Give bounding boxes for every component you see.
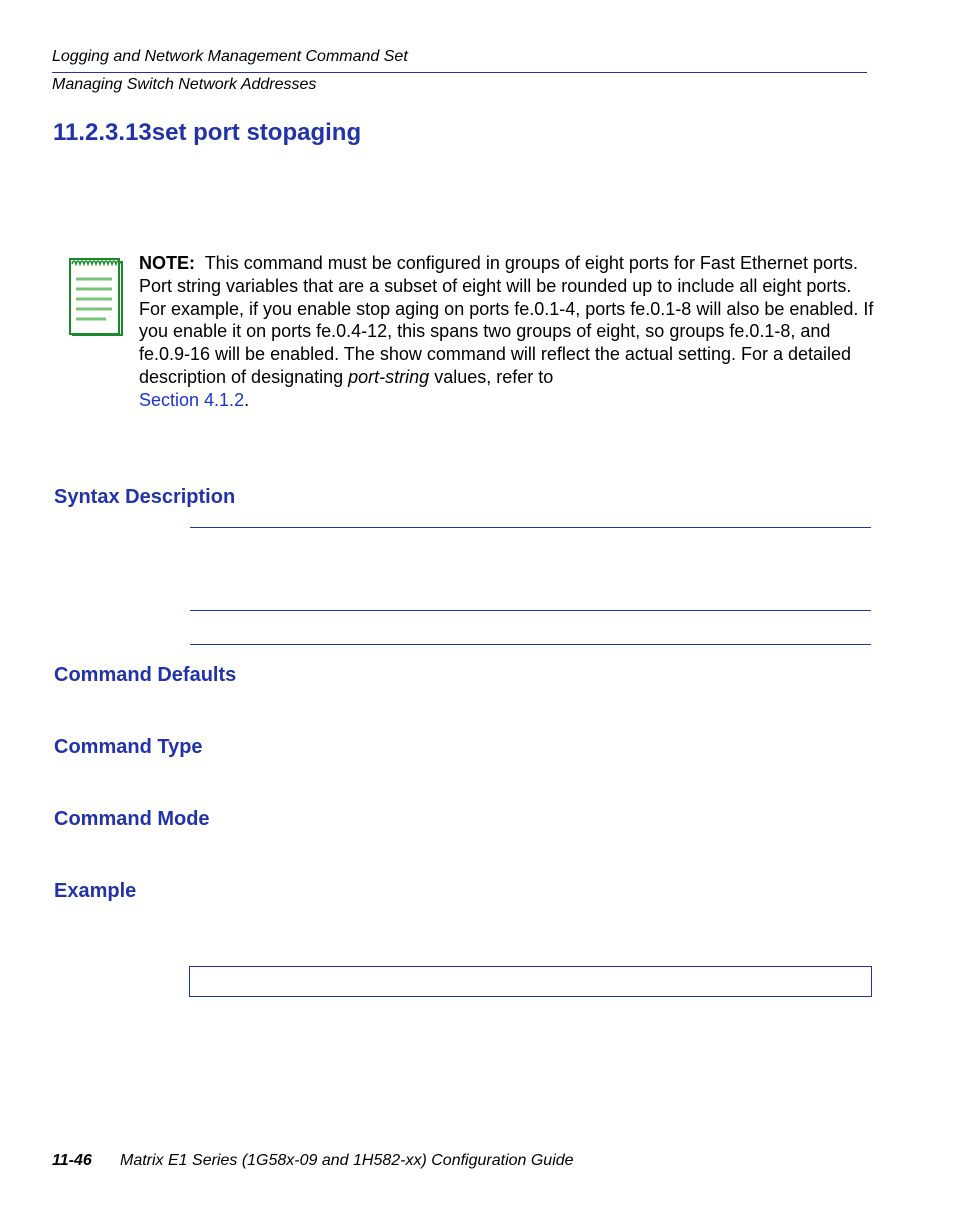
header-rule: [52, 72, 867, 73]
example-code-box: [189, 966, 872, 997]
note-end: .: [244, 389, 250, 410]
note-icon: [68, 255, 126, 342]
section-link[interactable]: Section 4.1.2: [139, 389, 245, 410]
page-number: 11-46: [52, 1152, 92, 1169]
command-type-heading: Command Type: [54, 736, 203, 758]
page-title: 11.2.3.13set port stopaging: [53, 119, 362, 146]
command-mode-heading: Command Mode: [54, 808, 210, 830]
note-body: This command must be configured in groups of eight ports for Fast Ethernet ports. Port string variables that are a subset of eight will be rounded up to include all eight ports. For example, if you enable stop aging on ports fe.0.1-4, ports fe.0.1-8 will also be enabled. If you enable it on ports fe.0.4-12, this spans two groups of eight, so groups fe.0.1-8, and fe.0.9-16 will be enabled. The show command will reflect the actual setting. For a detailed description of designating: [139, 253, 874, 387]
syntax-description-heading: Syntax Description: [54, 486, 236, 508]
note-emphasis: port-string: [348, 366, 430, 387]
syntax-table-rule-bottom: [190, 644, 871, 645]
running-header-chapter: Logging and Network Management Command Set: [52, 48, 408, 65]
note-label: NOTE:: [139, 253, 195, 273]
command-defaults-heading: Command Defaults: [54, 664, 237, 686]
syntax-table-rule-middle: [190, 610, 871, 611]
note-body-after: values, refer to: [434, 366, 554, 387]
footer-guide-title: Matrix E1 Series (1G58x-09 and 1H582-xx) Configuration Guide: [120, 1152, 574, 1169]
syntax-table-rule-top: [190, 527, 871, 528]
example-heading: Example: [54, 880, 137, 902]
running-header-section: Managing Switch Network Addresses: [52, 76, 317, 93]
note-paragraph: [139, 252, 874, 412]
